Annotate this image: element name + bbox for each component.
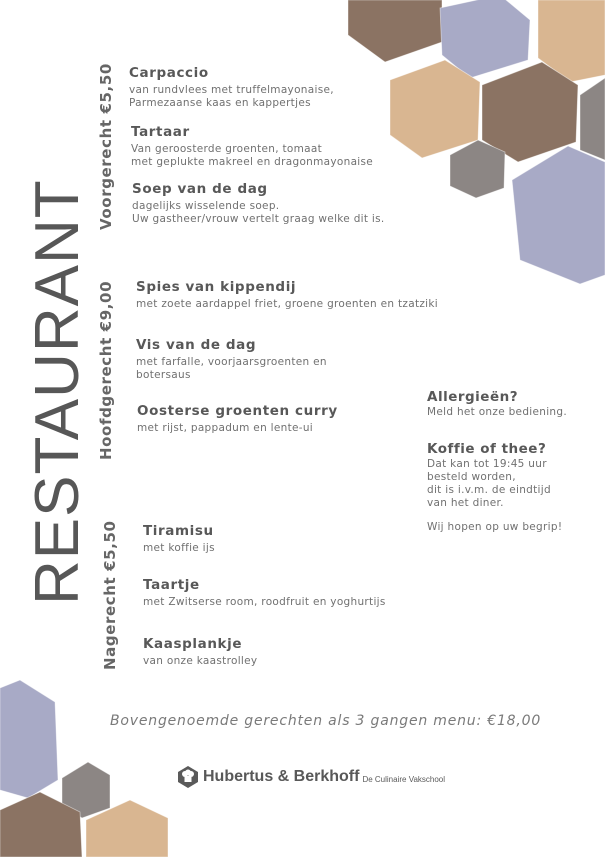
section-label-hoofdgerecht: Hoofdgerecht €9,00 [97, 280, 115, 460]
menu-item [143, 636, 257, 668]
menu-item-description: met Zwitserse room, roodfruit en yoghurtijs [143, 596, 386, 608]
menu-item-description: met zoete aardappel friet, groene groenten en tzatziki [136, 298, 438, 310]
menu-item [143, 523, 215, 555]
menu-item-description: met farfalle, voorjaarsgroenten en botersaus [136, 356, 327, 381]
section-label-nagerecht: Nagerecht €5,50 [101, 520, 119, 670]
coffee-title: Koffie of thee? [427, 441, 547, 457]
menu-item-name: Soep van de dag [132, 181, 268, 197]
menu-item-description: dagelijks wisselende soep. Uw gastheer/vrouw vertelt graag welke dit is. [132, 200, 385, 225]
menu-item [137, 403, 338, 435]
menu-item [132, 181, 385, 226]
menu-item-description: met koffie ijs [143, 542, 215, 554]
menu-item-name: Kaasplankje [143, 636, 243, 652]
chef-hat-icon [178, 766, 198, 788]
menu-item-name: Taartje [143, 577, 200, 593]
menu-item-description: met rijst, pappadum en lente-ui [137, 422, 314, 434]
menu-item-name: Tiramisu [143, 523, 214, 539]
menu-item [129, 65, 334, 110]
closing-text: Wij hopen op uw begrip! [427, 521, 563, 533]
logo-subtitle: De Culinaire Vakschool [362, 774, 446, 784]
menu-item-name: Vis van de dag [136, 337, 257, 353]
menu-item [143, 577, 386, 609]
menu-item [136, 337, 327, 382]
coffee-text: Dat kan tot 19:45 uur besteld worden, dit is i.v.m. de eindtijd van het diner. [427, 458, 551, 509]
menu-item [136, 279, 438, 311]
menu-item-description: van rundvlees met truffelmayonaise, Parmezaanse kaas en kappertjes [129, 84, 334, 109]
menu-item-name: Tartaar [131, 124, 190, 140]
menu-item-name: Oosterse groenten curry [137, 403, 338, 419]
menu-item [131, 124, 373, 169]
school-logo [178, 766, 445, 788]
allergy-title: Allergieën? [427, 389, 519, 405]
menu-item-name: Carpaccio [129, 65, 209, 81]
menu-item-name: Spies van kippendij [136, 279, 297, 295]
decorative-cubes-bottom [0, 680, 180, 857]
logo-brand: Hubertus & Berkhoff [203, 768, 360, 785]
menu-item-description: van onze kaastrolley [143, 655, 258, 667]
allergy-text: Meld het onze bediening. [427, 406, 567, 418]
section-label-voorgerecht: Voorgerecht €5,50 [97, 63, 115, 230]
three-course-menu-price: Bovengenoemde gerechten als 3 gangen menu: €18,00 [110, 713, 542, 729]
restaurant-title: RESTAURANT [23, 179, 92, 605]
menu-item-description: Van geroosterde groenten, tomaat met geplukte makreel en dragonmayonaise [131, 143, 374, 168]
